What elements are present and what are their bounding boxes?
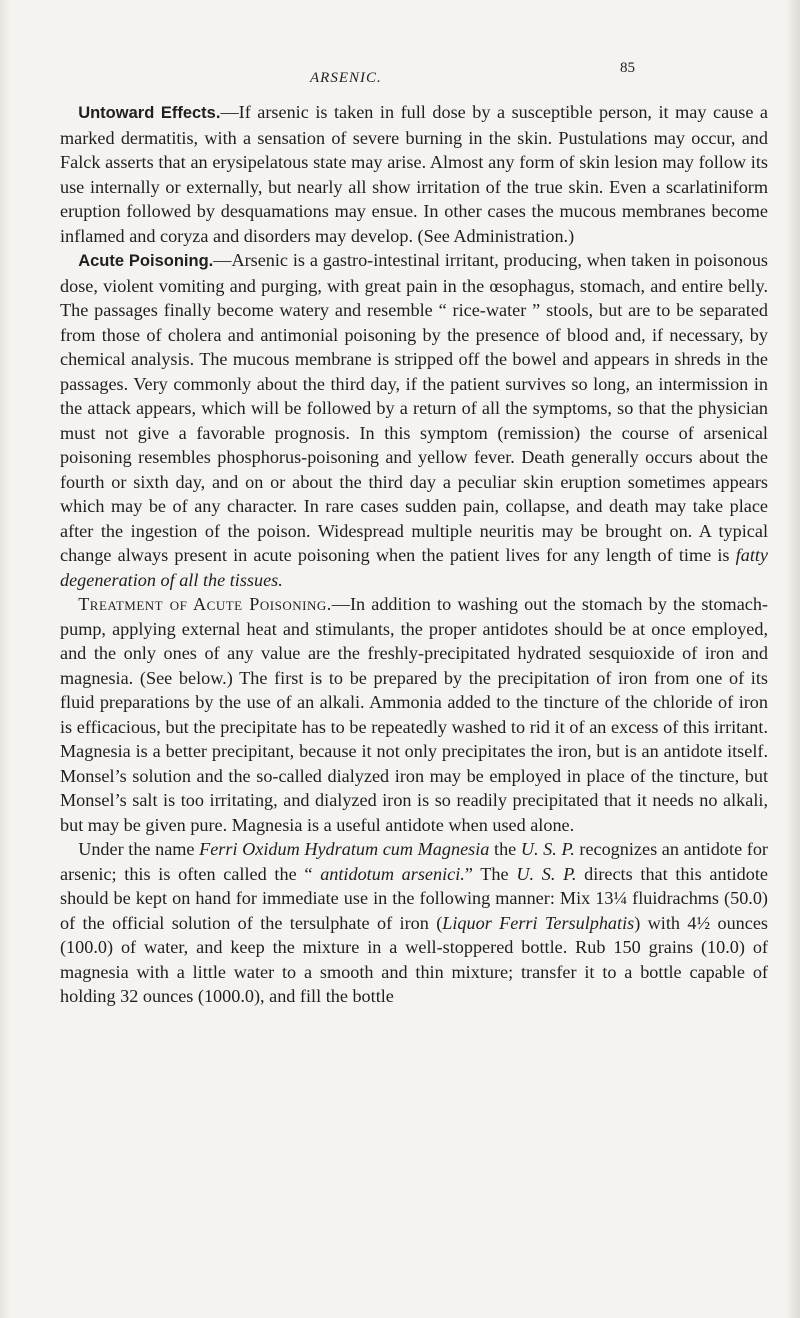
page-edge-shadow — [786, 0, 800, 1318]
running-head: ARSENIC. — [310, 70, 382, 86]
body-untoward-effects: —If arsenic is taken in full dose by a susceptible person, it may cause a marked dermatitis, with a sensation of severe burning in the skin. Pustulations may occur, and Falck asserts that an erysipelatous state may arise. Almost any form of skin lesion may follow its use internally or externally, but nearly all show irritation of the true skin. Even a scarlatiniform eruption followed by desquamations may ensue. In other cases the mucous membranes become inflamed and coryza and disorders may develop. (See Administration.) — [60, 102, 768, 246]
antidote-latin-name: Ferri Oxidum Hydratum cum Magnesia — [199, 839, 490, 859]
antidotum-arsenici: antidotum arsenici. — [320, 863, 465, 884]
body-treatment: —In addition to washing out the stomach by the stomach-pump, applying external heat and stimulants, the proper antidotes should be at once employed, and the only ones of any value are the freshly-precipitated hydrated sesquioxide of iron and magnesia. (See below.) The first is to be prepared by the precipitation of iron from one of its fluid preparations by the use of an alkali. Ammonia added to the tincture of the chloride of iron is efficacious, but the precipitate has to be repeatedly washed to rid it of an excess of this irritant. Magnesia is a better precipitant, because it not only precipitates the iron, but is an antidote itself. Monsel’s solution and the so-called dialyzed iron may be employed in place of the tincture, but Monsel’s salt is too irritating, and dialyzed iron is so readily precipitated that it needs no alkali, but may be given pure. Magnesia is a useful antidote when used alone. — [60, 594, 768, 835]
emphasis-fatty-degeneration: fatty degeneration of all the tissues. — [60, 545, 768, 590]
antidote-text: directs that this antidote should be kept on hand for immediate use in the following manner: Mix 13¼ fluidrachms (50.0) of the official solution of the tersulphate of iron ( — [60, 863, 768, 933]
heading-acute-poisoning: Acute Poisoning. — [78, 252, 214, 270]
usp-abbrev: U. S. P. — [520, 839, 575, 859]
paragraph-treatment — [60, 592, 768, 837]
antidote-text: ” The — [464, 863, 517, 884]
paragraph-acute-poisoning — [60, 248, 768, 592]
antidote-text: ) with 4½ ounces (100.0) of water, and keep the mixture in a well-stoppered bottle. Rub 150 grains (10.0) of magnesia with a little water to a smooth and thin mixture; transfer it to a bottle capable of holding 32 ounces (1000.0), and fill the bottle — [60, 912, 768, 1006]
body-text — [60, 100, 768, 1009]
antidote-text: recognizes an antidote for arsenic; this is often called the “ — [60, 839, 768, 884]
paragraph-untoward-effects — [60, 100, 768, 248]
antidote-text: Under the name — [78, 839, 200, 859]
heading-untoward-effects: Untoward Effects. — [78, 104, 221, 122]
page-binding-shadow — [0, 0, 10, 1318]
usp-abbrev: U. S. P. — [516, 863, 577, 884]
heading-treatment: Treatment of Acute Poisoning. — [78, 594, 332, 614]
liquor-ferri-name: Liquor Ferri Tersulphatis — [442, 912, 635, 933]
paragraph-antidote — [60, 837, 768, 1009]
body-acute-poisoning: —Arsenic is a gastro-intestinal irritant, producing, when taken in poisonous dose, violent vomiting and purging, with great pain in the œsophagus, stomach, and entire belly. The passages finally become watery and resemble “ rice-water ” stools, but are to be separated from those of cholera and antimonial poisoning by the presence of blood and, if necessary, by chemical analysis. The mucous membrane is stripped off the bowel and appears in shreds in the passages. Very commonly about the third day, if the patient survives so long, an intermission in the attack appears, which will be followed by a return of all the symptoms, so that the physician must not give a favorable prognosis. In this symptom (remission) the course of arsenical poisoning resembles phosphorus-poisoning and yellow fever. Death generally occurs about the fourth or sixth day, and on or about the third day a peculiar skin eruption sometimes appears which may be of any character. In rare cases sudden pain, collapse, and death may take place after the ingestion of the poison. Widespread multiple neuritis may be brought on. A typical change always present in acute poisoning when the patient lives for any length of time is — [60, 250, 768, 565]
page-number: 85 — [620, 60, 635, 76]
antidote-text: the — [489, 839, 521, 859]
